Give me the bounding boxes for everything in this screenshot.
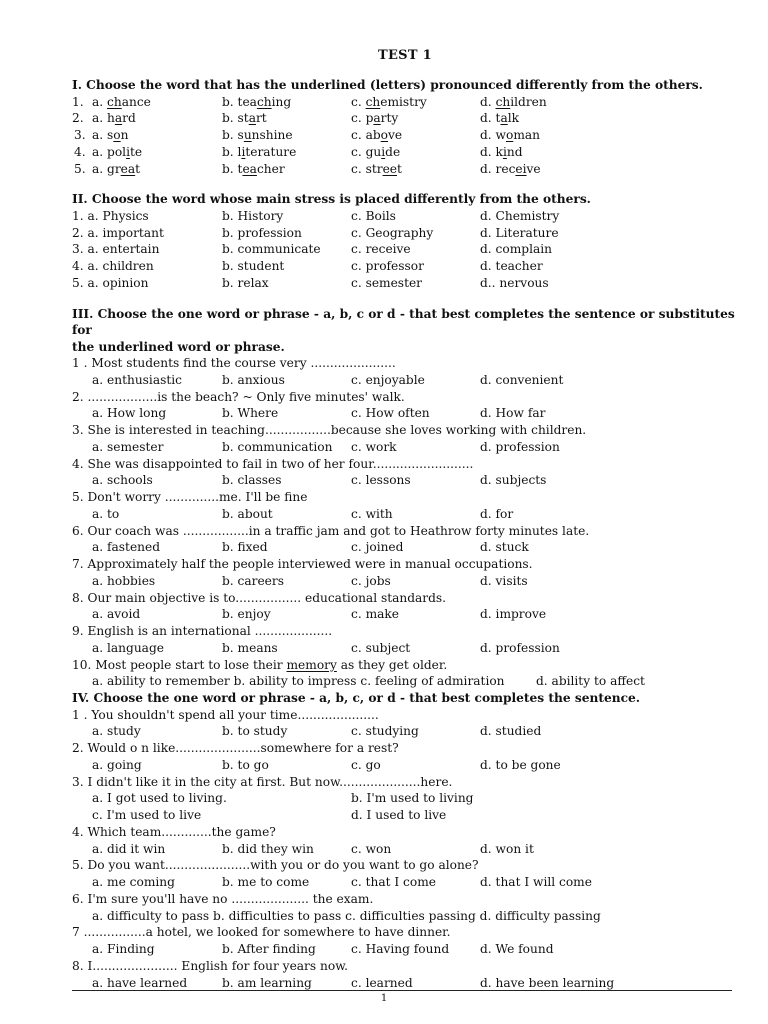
option-d (480, 144, 523, 161)
option-text: emistry (380, 94, 427, 109)
option-d: d. profession (480, 439, 560, 454)
option-c (351, 127, 402, 144)
question-stem: 9. English is an international .................... (72, 624, 333, 638)
underlined-letters: ei (515, 161, 527, 176)
option-a: a. schools (92, 473, 153, 488)
option-text: c. p (351, 111, 374, 126)
option-a: 1. a. Physics (72, 208, 149, 223)
option-c: c. jobs (351, 573, 391, 588)
option-c (351, 161, 402, 178)
question-stem: 7. Approximately half the people interviewed were in manual occupations. (72, 557, 533, 571)
option-c: c. Geography (351, 225, 434, 240)
item-number: 5. (74, 161, 86, 176)
option-b (222, 94, 291, 111)
option-text: man (513, 128, 541, 142)
option-row (72, 790, 738, 807)
question-stem: 8. I...................... English for four years now. (72, 958, 349, 973)
underlined-letters: a (373, 111, 381, 126)
option-text: nshine (251, 128, 293, 142)
option-row (72, 640, 738, 657)
option-d: d.. nervous (480, 275, 549, 290)
option-b: b. careers (222, 573, 284, 588)
option-b: b. profession (222, 225, 302, 240)
item-number: 3. (74, 128, 86, 142)
question-stem: 2. ..................is the beach? ~ Only five minutes' walk. (72, 389, 405, 404)
option-abc: a. ability to remember b. ability to impress c. feeling of admiration (92, 674, 505, 689)
option-d: d. won it (480, 841, 534, 856)
option-d: d. visits (480, 573, 528, 588)
option-a: 3. a. entertain (72, 242, 160, 257)
option-a: a. semester (92, 439, 164, 454)
option-c: c. professor (351, 259, 424, 273)
underlined-letters: u (243, 128, 252, 142)
question-10-options (72, 673, 738, 690)
option-d: d. that I will come (480, 875, 592, 889)
option-a: a. me coming (92, 875, 175, 889)
option-b: b. student (222, 259, 285, 273)
option-text: ance (121, 94, 151, 109)
option-c: c. work (351, 439, 397, 454)
option-text: de (385, 144, 401, 159)
option-text: a. gr (92, 161, 121, 176)
option-row (72, 506, 738, 523)
option-d (480, 127, 540, 144)
option-d: d. improve (480, 607, 547, 622)
pronunciation-row (72, 144, 738, 161)
pronunciation-row (72, 94, 738, 111)
option-d: d. for (480, 506, 514, 521)
option-text: ve (526, 161, 541, 176)
underlined-word: memory (286, 657, 337, 672)
option-b: b. me to come (222, 875, 310, 889)
option-c: c. go (351, 757, 381, 772)
question-stem: 5. Don't worry ..............me. I'll be fine (72, 490, 308, 504)
option-a (92, 144, 142, 161)
option-c: c. won (351, 841, 392, 856)
option-d (480, 94, 547, 111)
option-b (222, 161, 285, 178)
option-b: b. anxious (222, 372, 285, 387)
underlined-letters: a (500, 111, 508, 126)
option-text: d. t (480, 111, 501, 126)
option-b: b. to go (222, 757, 269, 772)
page-title: TEST 1 (377, 48, 433, 63)
option-a (92, 110, 136, 127)
option-text: t (397, 161, 402, 176)
option-c: c. semester (351, 275, 423, 290)
option-row (72, 723, 738, 740)
option-b: b. communication (222, 439, 333, 454)
option-c: c. make (351, 607, 399, 622)
question-stem: 4. She was disappointed to fail in two of her four.......................... (72, 456, 474, 471)
footer-divider (72, 990, 732, 991)
option-text: rd (122, 111, 136, 126)
option-a (92, 127, 128, 144)
option-text: a. h (92, 111, 115, 126)
option-a (92, 161, 140, 178)
pronunciation-row (72, 110, 738, 127)
option-d: d. stuck (480, 540, 529, 555)
option-a: a. study (92, 724, 141, 739)
option-row (72, 757, 738, 774)
option-a: 2. a. important (72, 225, 164, 240)
option-d: d. I used to live (351, 808, 447, 822)
question-stem: 2. Would o n like......................somewhere for a rest? (72, 741, 399, 755)
option-d (480, 110, 519, 127)
option-b: b. I'm used to living (351, 791, 474, 806)
item-number: 4. (74, 144, 86, 159)
section-3-heading-line-2: the underlined word or phrase. (72, 339, 285, 354)
underlined-letters: a (114, 111, 123, 126)
option-c (351, 110, 398, 127)
option-text: n (120, 128, 129, 142)
stress-row (72, 275, 738, 292)
option-a (92, 94, 151, 111)
option-a: a. hobbies (92, 573, 156, 588)
underlined-letters: ea (120, 161, 136, 176)
stress-row (72, 258, 738, 275)
option-a: a. I got used to living. (92, 791, 227, 806)
question-stem: 6. Our coach was .................in a traffic jam and got to Heathrow forty minutes late. (72, 523, 590, 538)
option-a: a. enthusiastic (92, 372, 182, 387)
option-c: c. studying (351, 724, 419, 739)
option-b (222, 127, 293, 144)
option-c: c. How often (351, 406, 430, 421)
option-text: b. l (222, 144, 242, 159)
option-b: b. enjoy (222, 607, 271, 622)
option-a: a. going (92, 757, 142, 772)
option-b: b. fixed (222, 540, 268, 555)
option-b: b. means (222, 640, 278, 655)
option-row (72, 439, 738, 456)
question-stem: 1 . Most students find the course very ...................... (72, 356, 396, 370)
section-4-heading: IV. Choose the one word or phrase - a, b, c, or d - that best completes the sentence. (72, 691, 641, 705)
question-stem: 7 ................a hotel, we looked for somewhere to have dinner. (72, 925, 451, 940)
underlined-letters: ee (382, 161, 397, 176)
option-row (72, 405, 738, 422)
option-c: c. Boils (351, 208, 396, 223)
option-c: c. with (351, 506, 393, 521)
option-row (72, 372, 738, 389)
section-1-heading: I. Choose the word that has the underlined (letters) pronounced differently from the others. (72, 78, 703, 92)
option-row (72, 874, 738, 891)
option-b (222, 110, 267, 127)
option-d: d. profession (480, 640, 560, 655)
option-d: d. We found (480, 942, 554, 956)
option-c (351, 144, 400, 161)
question-stem: 3. She is interested in teaching.................because she loves working with children. (72, 423, 587, 437)
option-b: b. am learning (222, 975, 312, 990)
pronunciation-row (72, 161, 738, 178)
option-text: rt (255, 111, 267, 126)
option-row (72, 908, 738, 925)
option-text: a. (92, 94, 108, 109)
option-c: c. learned (351, 975, 413, 990)
underlined-letters: o (380, 128, 388, 142)
option-c: c. that I come (351, 875, 436, 889)
underlined-letters: i (126, 144, 130, 159)
option-row (72, 606, 738, 623)
option-text: c. str (351, 161, 383, 176)
option-text: d. w (480, 128, 506, 142)
option-a: a. Finding (92, 942, 155, 956)
option-d (480, 161, 541, 178)
option-c: c. Having found (351, 942, 450, 956)
underlined-letters: ch (256, 94, 272, 109)
option-b: b. did they win (222, 841, 314, 856)
question-stem: 4. Which team.............the game? (72, 824, 276, 839)
option-d: d. teacher (480, 259, 543, 273)
worksheet-page (72, 48, 738, 991)
option-c: c. lessons (351, 473, 411, 488)
item-number: 2. (72, 111, 84, 126)
option-c (351, 94, 427, 111)
option-text: terature (245, 144, 297, 159)
option-d: d. ability to affect (536, 674, 645, 689)
section-3-heading-line-1: III. Choose the one word or phrase - a, b, c or d - that best completes the sentence or substitutes for (72, 306, 735, 337)
underlined-letters: a (248, 111, 256, 126)
option-d: d. subjects (480, 473, 547, 488)
option-b: b. classes (222, 473, 282, 488)
option-c: c. subject (351, 640, 411, 655)
underlined-letters: ch (495, 94, 511, 109)
underlined-letters: ea (242, 161, 257, 176)
option-row (72, 539, 738, 556)
question-10-stem: 10. Most people start to lose their memory as they get older. (72, 657, 448, 672)
option-row (72, 472, 738, 489)
option-text: nd (506, 144, 523, 159)
option-text: t (135, 161, 141, 176)
option-b: b. History (222, 208, 284, 223)
stress-row (72, 225, 738, 242)
option-text: b. s (222, 128, 244, 142)
item-number: 1. (72, 94, 84, 109)
pronunciation-row (72, 127, 738, 144)
page-number: 1 (380, 993, 388, 1004)
option-text: d. k (480, 144, 503, 159)
option-b: b. After finding (222, 942, 316, 956)
option-a: a. fastened (92, 540, 161, 555)
option-b (222, 144, 296, 161)
option-text: cher (256, 161, 285, 176)
option-row (72, 975, 738, 992)
option-text: rty (380, 111, 399, 126)
underlined-letters: i (381, 144, 386, 159)
option-a: a. have learned (92, 975, 188, 990)
option-text: te (129, 144, 143, 159)
underlined-letters: i (241, 144, 246, 159)
option-a: 4. a. children (72, 259, 154, 273)
option-row (72, 807, 738, 824)
underlined-letters: o (505, 128, 514, 142)
option-a: a. How long (92, 406, 167, 421)
option-text: c. (351, 94, 366, 109)
option-d: d. to be gone (480, 757, 561, 772)
option-c: c. receive (351, 242, 411, 257)
option-a: a. language (92, 640, 164, 655)
option-d: d. Literature (480, 225, 559, 240)
question-stem: 6. I'm sure you'll have no .................... the exam. (72, 891, 374, 906)
option-a: a. avoid (92, 607, 141, 622)
option-d: d. studied (480, 724, 542, 739)
option-text: lk (507, 111, 520, 126)
question-stem: 5. Do you want......................with you or do you want to go alone? (72, 858, 479, 873)
question-stem: 8. Our main objective is to................. educational standards. (72, 590, 447, 605)
option-a: a. did it win (92, 841, 166, 856)
option-text: ve (388, 128, 403, 142)
option-b: b. about (222, 506, 273, 521)
option-c: c. I'm used to live (92, 808, 202, 822)
underlined-letters: i (502, 144, 507, 159)
option-text: b. tea (222, 94, 257, 109)
option-text: a. pol (92, 144, 127, 159)
option-text: d. rec (480, 161, 516, 176)
question-stem: 1 . You shouldn't spend all your time..................... (72, 707, 379, 722)
option-text: d. (480, 94, 496, 109)
option-text: ildren (510, 94, 547, 109)
underlined-letters: ch (365, 94, 381, 109)
option-d: d. Chemistry (480, 208, 560, 223)
option-d: d. complain (480, 242, 552, 257)
stress-row (72, 208, 738, 225)
option-b: b. Where (222, 406, 279, 421)
question-stem: 3. I didn't like it in the city at first. But now.....................here. (72, 774, 453, 789)
option-abcd: a. difficulty to pass b. difficulties to pass c. difficulties passing d. difficulty passing (92, 908, 601, 923)
option-row (72, 841, 738, 858)
option-text: b. t (222, 161, 243, 176)
option-text: c. gu (351, 144, 382, 159)
option-d: d. have been learning (480, 975, 615, 990)
stress-row (72, 241, 738, 258)
option-text: b. st (222, 111, 249, 126)
option-text: c. ab (351, 128, 381, 142)
option-b: b. to study (222, 724, 288, 739)
option-a: a. to (92, 506, 120, 521)
option-d: d. How far (480, 406, 546, 421)
underlined-letters: o (113, 128, 121, 142)
section-1-list (72, 94, 738, 178)
option-c: c. enjoyable (351, 372, 425, 387)
option-c: c. joined (351, 540, 404, 555)
option-row (72, 941, 738, 958)
option-text: ing (271, 94, 292, 109)
underlined-letters: ch (107, 94, 122, 109)
section-2-list (72, 208, 738, 292)
option-row (72, 573, 738, 590)
option-b: b. relax (222, 275, 269, 290)
option-b: b. communicate (222, 242, 321, 257)
option-text: a. s (92, 128, 114, 142)
option-d: d. convenient (480, 372, 564, 387)
section-2-heading: II. Choose the word whose main stress is placed differently from the others. (72, 192, 591, 207)
option-a: 5. a. opinion (72, 275, 149, 290)
section-3-list (72, 355, 738, 657)
